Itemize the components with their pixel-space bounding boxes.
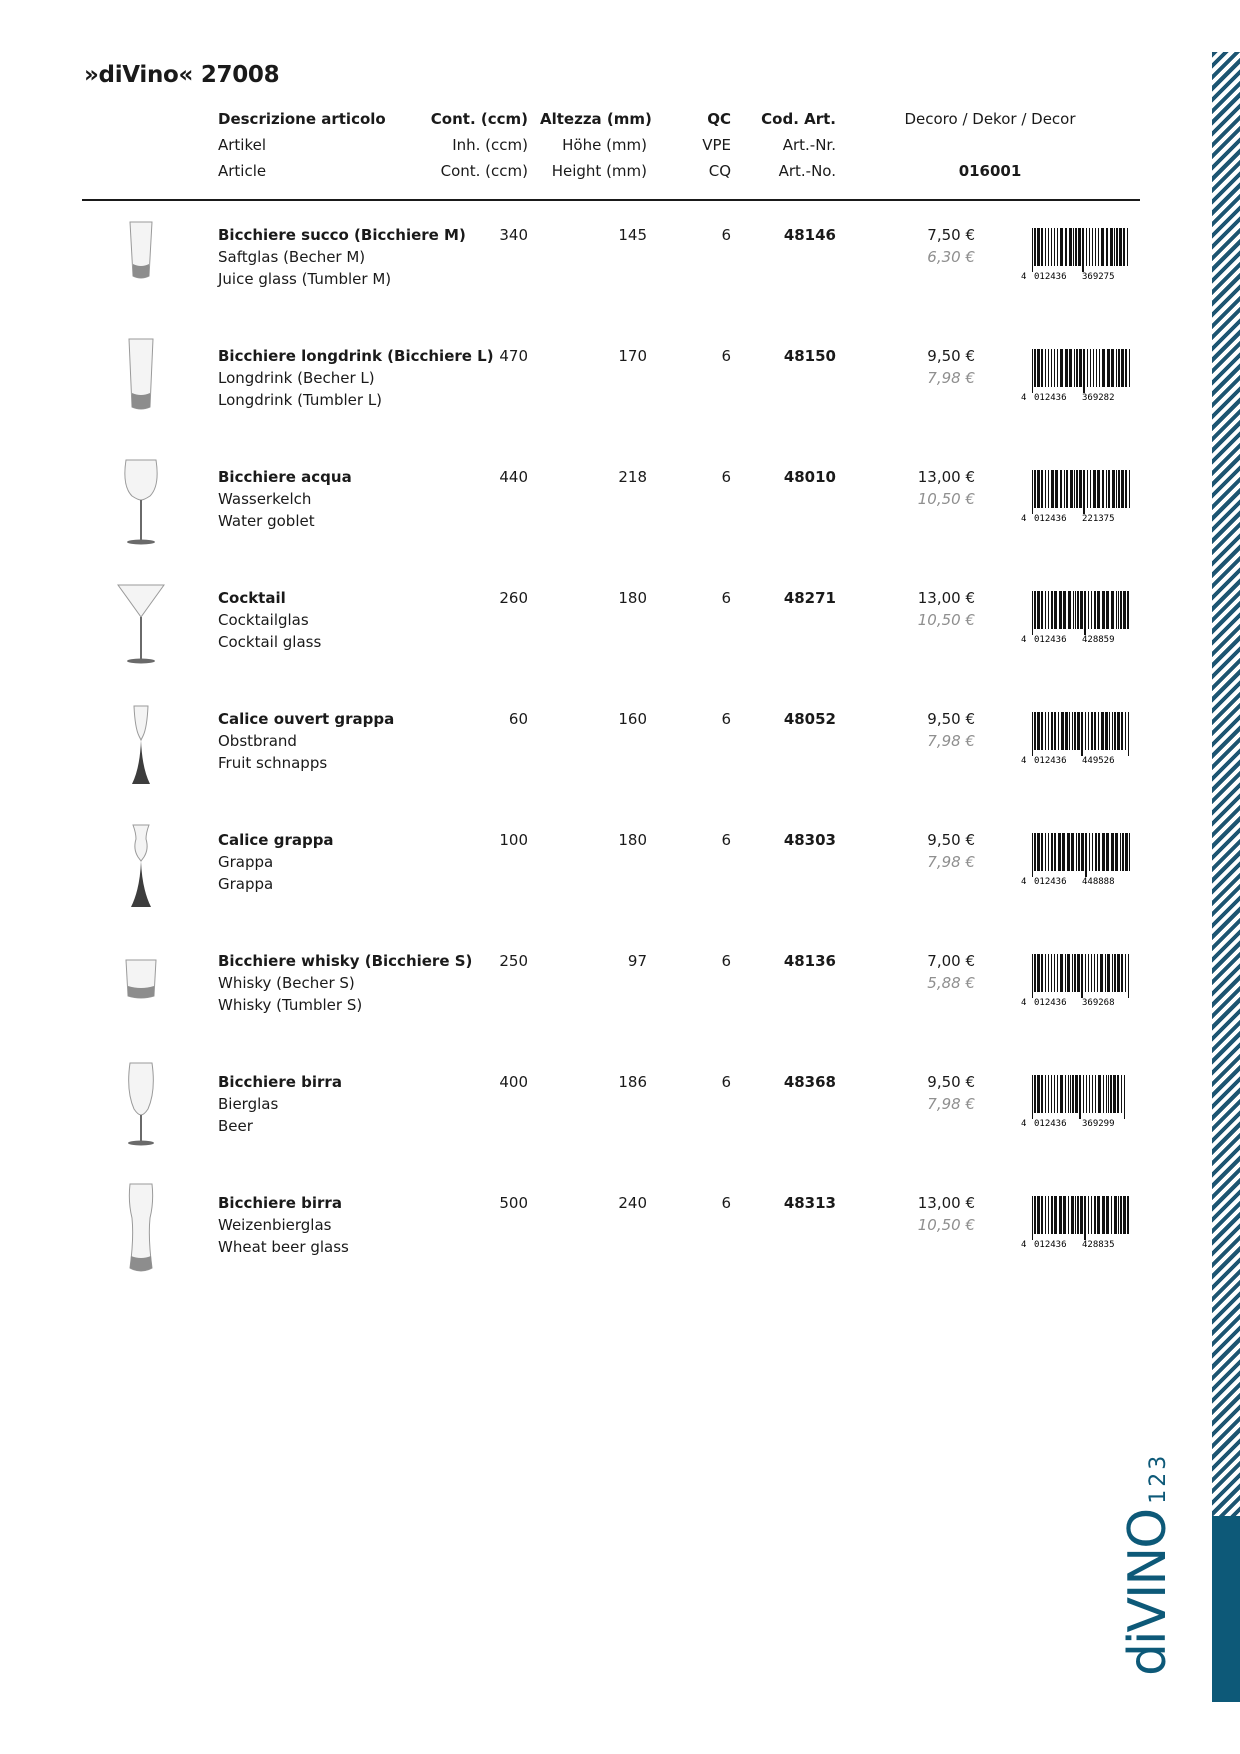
ean-mid: 012436 xyxy=(1034,756,1067,764)
ean-end: 369275 xyxy=(1082,272,1115,280)
row-qc: 6 xyxy=(721,589,731,607)
row-qc: 6 xyxy=(721,831,731,849)
barcode xyxy=(1020,591,1130,643)
ean-mid: 012436 xyxy=(1034,877,1067,885)
brand-mark xyxy=(1118,1453,1178,1676)
row-content: 60 xyxy=(508,710,528,728)
row-code: 48303 xyxy=(783,831,836,849)
side-stripe xyxy=(1212,52,1240,1702)
name-en: Whisky (Tumbler S) xyxy=(218,996,363,1014)
name-de: Grappa xyxy=(218,853,274,871)
row-content: 250 xyxy=(499,952,528,970)
ean-prefix: 4 xyxy=(1021,514,1027,522)
price-net: 7,98 € xyxy=(927,853,975,871)
row-code: 48146 xyxy=(783,226,836,244)
table-row xyxy=(0,224,1240,334)
price-net: 7,98 € xyxy=(927,1095,975,1113)
header-height xyxy=(540,106,652,184)
ean-prefix: 4 xyxy=(1021,877,1027,885)
header-alt-it: Altezza (mm) xyxy=(540,110,652,128)
header-decor-code: 016001 xyxy=(958,162,1022,180)
row-code: 48150 xyxy=(783,347,836,365)
barcode xyxy=(1020,349,1130,401)
row-qc: 6 xyxy=(721,1073,731,1091)
header-rule xyxy=(82,199,1140,201)
name-it: Bicchiere longdrink (Bicchiere L) xyxy=(218,347,494,365)
row-height: 180 xyxy=(618,589,647,607)
glass-image xyxy=(110,214,172,306)
name-en: Wheat beer glass xyxy=(218,1238,349,1256)
row-description xyxy=(218,950,472,1016)
row-qc: 6 xyxy=(721,1194,731,1212)
price-net: 5,88 € xyxy=(927,974,975,992)
table-row xyxy=(0,950,1240,1060)
header-desc-it: Descrizione articolo xyxy=(218,110,386,128)
name-it: Bicchiere acqua xyxy=(218,468,352,486)
row-content: 100 xyxy=(499,831,528,849)
ean-end: 449526 xyxy=(1082,756,1115,764)
name-en: Grappa xyxy=(218,875,274,893)
header-desc-de: Artikel xyxy=(218,136,267,154)
header-alt-en: Height (mm) xyxy=(551,162,647,180)
glass-image xyxy=(110,698,172,790)
glass-image xyxy=(110,456,172,548)
row-price xyxy=(880,1192,975,1236)
row-price xyxy=(880,1071,975,1115)
brand-name: diVINO xyxy=(1118,1509,1178,1676)
name-de: Saftglas (Becher M) xyxy=(218,248,366,266)
ean-end: 448888 xyxy=(1082,877,1115,885)
ean-mid: 012436 xyxy=(1034,635,1067,643)
row-content: 470 xyxy=(499,347,528,365)
header-desc-en: Article xyxy=(218,162,267,180)
header-qc xyxy=(670,106,731,184)
barcode xyxy=(1020,470,1130,522)
barcode xyxy=(1020,833,1130,885)
price-gross: 9,50 € xyxy=(927,347,975,365)
row-qc: 6 xyxy=(721,468,731,486)
price-gross: 13,00 € xyxy=(917,1194,975,1212)
row-price xyxy=(880,224,975,268)
header-cod-de: Art.-Nr. xyxy=(782,136,836,154)
name-it: Cocktail xyxy=(218,589,286,607)
header-cod-en: Art.-No. xyxy=(778,162,836,180)
row-code: 48136 xyxy=(783,952,836,970)
row-price xyxy=(880,829,975,873)
row-price xyxy=(880,466,975,510)
ean-end: 369268 xyxy=(1082,998,1115,1006)
ean-end: 221375 xyxy=(1082,514,1115,522)
name-it: Calice grappa xyxy=(218,831,334,849)
row-description xyxy=(218,466,352,532)
price-net: 6,30 € xyxy=(927,248,975,266)
ean-prefix: 4 xyxy=(1021,272,1027,280)
header-alt-de: Höhe (mm) xyxy=(562,136,647,154)
price-gross: 13,00 € xyxy=(917,468,975,486)
row-description xyxy=(218,1071,342,1137)
glass-image xyxy=(110,940,172,1032)
barcode xyxy=(1020,1196,1130,1248)
header-decor xyxy=(890,106,1090,184)
row-code: 48313 xyxy=(783,1194,836,1212)
header-cont-it: Cont. (ccm) xyxy=(430,110,528,128)
row-qc: 6 xyxy=(721,952,731,970)
header-code xyxy=(750,106,836,184)
row-height: 240 xyxy=(618,1194,647,1212)
table-row xyxy=(0,466,1240,576)
ean-prefix: 4 xyxy=(1021,1119,1027,1127)
ean-mid: 012436 xyxy=(1034,1240,1067,1248)
ean-prefix: 4 xyxy=(1021,998,1027,1006)
ean-end: 428835 xyxy=(1082,1240,1115,1248)
row-height: 145 xyxy=(618,226,647,244)
table-row xyxy=(0,1071,1240,1181)
glass-image xyxy=(110,819,172,911)
ean-prefix: 4 xyxy=(1021,756,1027,764)
barcode xyxy=(1020,954,1130,1006)
name-it: Bicchiere whisky (Bicchiere S) xyxy=(218,952,473,970)
price-net: 7,98 € xyxy=(927,369,975,387)
name-de: Weizenbierglas xyxy=(218,1216,332,1234)
row-content: 500 xyxy=(499,1194,528,1212)
row-price xyxy=(880,708,975,752)
row-description xyxy=(218,708,394,774)
table-row xyxy=(0,1192,1240,1302)
name-de: Longdrink (Becher L) xyxy=(218,369,375,387)
table-row xyxy=(0,587,1240,697)
barcode xyxy=(1020,712,1130,764)
row-qc: 6 xyxy=(721,226,731,244)
ean-mid: 012436 xyxy=(1034,514,1067,522)
header-decor-label: Decoro / Dekor / Decor xyxy=(904,110,1076,128)
row-height: 97 xyxy=(627,952,647,970)
name-de: Obstbrand xyxy=(218,732,297,750)
row-height: 180 xyxy=(618,831,647,849)
row-content: 340 xyxy=(499,226,528,244)
price-gross: 13,00 € xyxy=(917,589,975,607)
row-content: 400 xyxy=(499,1073,528,1091)
ean-prefix: 4 xyxy=(1021,1240,1027,1248)
name-it: Bicchiere succo (Bicchiere M) xyxy=(218,226,466,244)
glass-image xyxy=(110,335,172,427)
name-de: Cocktailglas xyxy=(218,611,309,629)
name-it: Calice ouvert grappa xyxy=(218,710,395,728)
name-en: Water goblet xyxy=(218,512,315,530)
header-cont-en: Cont. (ccm) xyxy=(440,162,528,180)
name-en: Fruit schnapps xyxy=(218,754,328,772)
row-code: 48271 xyxy=(783,589,836,607)
row-height: 218 xyxy=(618,468,647,486)
page-number: 123 xyxy=(1146,1452,1171,1504)
name-en: Longdrink (Tumbler L) xyxy=(218,391,383,409)
ean-mid: 012436 xyxy=(1034,272,1067,280)
row-height: 160 xyxy=(618,710,647,728)
ean-mid: 012436 xyxy=(1034,393,1067,401)
ean-mid: 012436 xyxy=(1034,998,1067,1006)
row-description xyxy=(218,1192,349,1258)
row-code: 48010 xyxy=(783,468,836,486)
barcode xyxy=(1020,1075,1130,1127)
header-qc-en: CQ xyxy=(708,162,731,180)
header-qc-de: VPE xyxy=(702,136,731,154)
row-content: 440 xyxy=(499,468,528,486)
header-cod-it: Cod. Art. xyxy=(761,110,836,128)
price-gross: 7,00 € xyxy=(927,952,975,970)
header-qc-it: QC xyxy=(707,110,731,128)
ean-prefix: 4 xyxy=(1021,393,1027,401)
page-title: »diVino« 27008 xyxy=(84,62,280,88)
barcode xyxy=(1020,228,1130,280)
ean-end: 369282 xyxy=(1082,393,1115,401)
name-de: Bierglas xyxy=(218,1095,279,1113)
price-net: 10,50 € xyxy=(917,611,975,629)
row-description xyxy=(218,587,321,653)
row-height: 186 xyxy=(618,1073,647,1091)
price-net: 10,50 € xyxy=(917,490,975,508)
side-tab xyxy=(1212,1516,1240,1702)
name-de: Wasserkelch xyxy=(218,490,312,508)
row-qc: 6 xyxy=(721,710,731,728)
header-cont-de: Inh. (ccm) xyxy=(452,136,528,154)
glass-image xyxy=(110,1061,172,1153)
row-qc: 6 xyxy=(721,347,731,365)
row-height: 170 xyxy=(618,347,647,365)
row-price xyxy=(880,950,975,994)
table-row xyxy=(0,829,1240,939)
row-code: 48052 xyxy=(783,710,836,728)
table-row xyxy=(0,708,1240,818)
name-it: Bicchiere birra xyxy=(218,1073,342,1091)
ean-end: 428859 xyxy=(1082,635,1115,643)
header-content xyxy=(420,106,528,184)
row-content: 260 xyxy=(499,589,528,607)
price-gross: 9,50 € xyxy=(927,1073,975,1091)
name-en: Beer xyxy=(218,1117,253,1135)
price-net: 10,50 € xyxy=(917,1216,975,1234)
ean-prefix: 4 xyxy=(1021,635,1027,643)
name-en: Juice glass (Tumbler M) xyxy=(218,270,392,288)
row-price xyxy=(880,345,975,389)
name-it: Bicchiere birra xyxy=(218,1194,342,1212)
ean-mid: 012436 xyxy=(1034,1119,1067,1127)
name-de: Whisky (Becher S) xyxy=(218,974,355,992)
table-row xyxy=(0,345,1240,455)
price-gross: 9,50 € xyxy=(927,831,975,849)
name-en: Cocktail glass xyxy=(218,633,322,651)
price-gross: 7,50 € xyxy=(927,226,975,244)
row-price xyxy=(880,587,975,631)
price-net: 7,98 € xyxy=(927,732,975,750)
ean-end: 369299 xyxy=(1082,1119,1115,1127)
glass-image xyxy=(110,577,172,669)
row-description xyxy=(218,829,334,895)
glass-image xyxy=(110,1182,172,1274)
header-description xyxy=(218,106,386,184)
price-gross: 9,50 € xyxy=(927,710,975,728)
row-code: 48368 xyxy=(783,1073,836,1091)
row-description xyxy=(218,224,466,290)
